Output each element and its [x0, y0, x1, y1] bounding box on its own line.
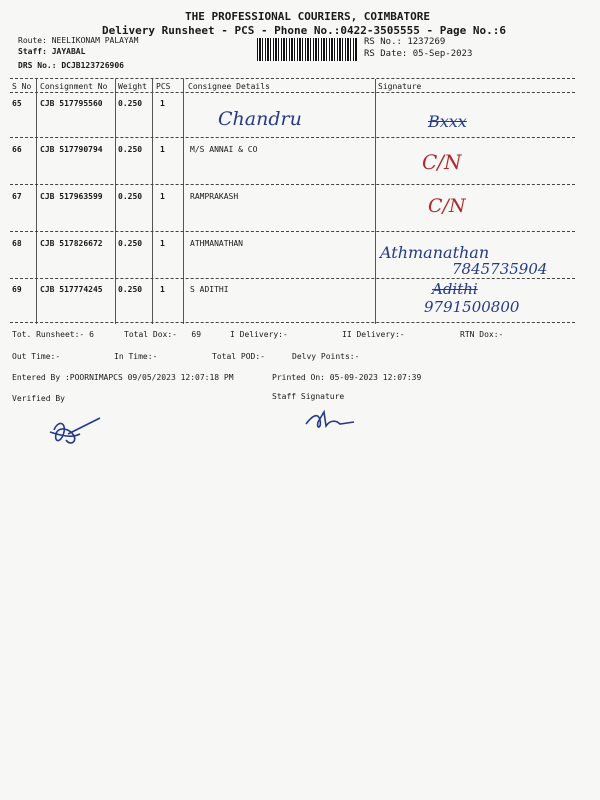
row-rule — [10, 278, 575, 279]
row-sno: 66 — [12, 145, 22, 154]
entered-by: Entered By :POORNIMAPCS 09/05/2023 12:07:18 PM — [12, 373, 234, 382]
staff-signature-label: Staff Signature — [272, 392, 345, 401]
row-pcs: 1 — [160, 99, 165, 108]
col-divider — [36, 79, 37, 324]
drs-number: DRS No.: DCJB123726906 — [18, 61, 124, 70]
row-sno: 67 — [12, 192, 22, 201]
col-signature: Signature — [378, 82, 422, 91]
staff-label: Staff: JAYABAL — [18, 47, 86, 56]
phone-number: 7845735904 — [452, 260, 548, 278]
row-weight: 0.250 — [118, 285, 143, 294]
verified-by: Verified By — [12, 394, 65, 403]
col-divider — [152, 79, 153, 324]
row-rule — [10, 137, 575, 138]
header-bottom-rule — [10, 92, 575, 93]
row-consignment: CJB 517963599 — [40, 192, 103, 201]
out-time: Out Time:- — [12, 352, 61, 361]
row-consignment: CJB 517795560 — [40, 99, 103, 108]
row-pcs: 1 — [160, 145, 165, 154]
row-consignee: RAMPRAKASH — [190, 192, 239, 201]
row-pcs: 1 — [160, 192, 165, 201]
signature: Adithi — [432, 280, 478, 298]
row-sno: 65 — [12, 99, 22, 108]
col-divider — [115, 79, 116, 324]
row-consignment: CJB 517826672 — [40, 239, 103, 248]
runsheet-subtitle: Delivery Runsheet - PCS - Phone No.:0422-3505555 - Page No.:6 — [102, 24, 506, 37]
row-weight: 0.250 — [118, 192, 143, 201]
in-time: In Time:- — [114, 352, 158, 361]
row-sno: 69 — [12, 285, 22, 294]
rtn-dox: RTN Dox:- — [460, 330, 504, 339]
rs-date: RS Date: 05-Sep-2023 — [364, 49, 473, 59]
col-pcs: PCS — [156, 82, 171, 91]
row-consignee: ATHMANATHAN — [190, 239, 243, 248]
col-consignment: Consignment No — [40, 82, 108, 91]
route-label: Route: NEELIKONAM PALAYAM — [18, 36, 139, 45]
row-consignee: S ADITHI — [190, 285, 229, 294]
row-pcs: 1 — [160, 285, 165, 294]
company-name: THE PROFESSIONAL COURIERS, COIMBATORE — [185, 10, 431, 23]
barcode — [257, 38, 357, 61]
total-pod: Total POD:- — [212, 352, 265, 361]
col-divider — [375, 79, 376, 324]
rs-number: RS No.: 1237269 — [364, 37, 446, 47]
row-pcs: 1 — [160, 239, 165, 248]
signature: Bxxx — [428, 112, 467, 131]
row-consignment: CJB 517774245 — [40, 285, 103, 294]
row-rule — [10, 322, 575, 323]
ii-delivery: II Delivery:- — [342, 330, 405, 339]
row-sno: 68 — [12, 239, 22, 248]
signature: C/N — [422, 150, 462, 174]
row-rule — [10, 184, 575, 185]
col-weight: Weight — [118, 82, 147, 91]
row-weight: 0.250 — [118, 99, 143, 108]
row-consignment: CJB 517790794 — [40, 145, 103, 154]
signature: Athmanathan — [380, 243, 490, 262]
verifier-signature — [44, 412, 106, 452]
i-delivery: I Delivery:- — [230, 330, 288, 339]
row-rule — [10, 231, 575, 232]
total-dox: Total Dox:- 69 — [124, 330, 202, 339]
col-divider — [183, 79, 184, 324]
row-consignee: M/S ANNAI & CO — [190, 145, 258, 154]
printed-on: Printed On: 05-09-2023 12:07:39 — [272, 373, 422, 382]
staff-signature — [302, 406, 358, 434]
col-consignee: Consignee Details — [188, 82, 270, 91]
signature: C/N — [428, 195, 466, 217]
col-sno: S No — [12, 82, 32, 91]
row-weight: 0.250 — [118, 145, 143, 154]
phone-number: 9791500800 — [424, 298, 520, 316]
handwritten-name: Chandru — [218, 108, 302, 130]
delvy-points: Delvy Points:- — [292, 352, 360, 361]
row-weight: 0.250 — [118, 239, 143, 248]
tot-runsheet: Tot. Runsheet:- 6 — [12, 330, 94, 339]
header-top-rule — [10, 78, 575, 79]
